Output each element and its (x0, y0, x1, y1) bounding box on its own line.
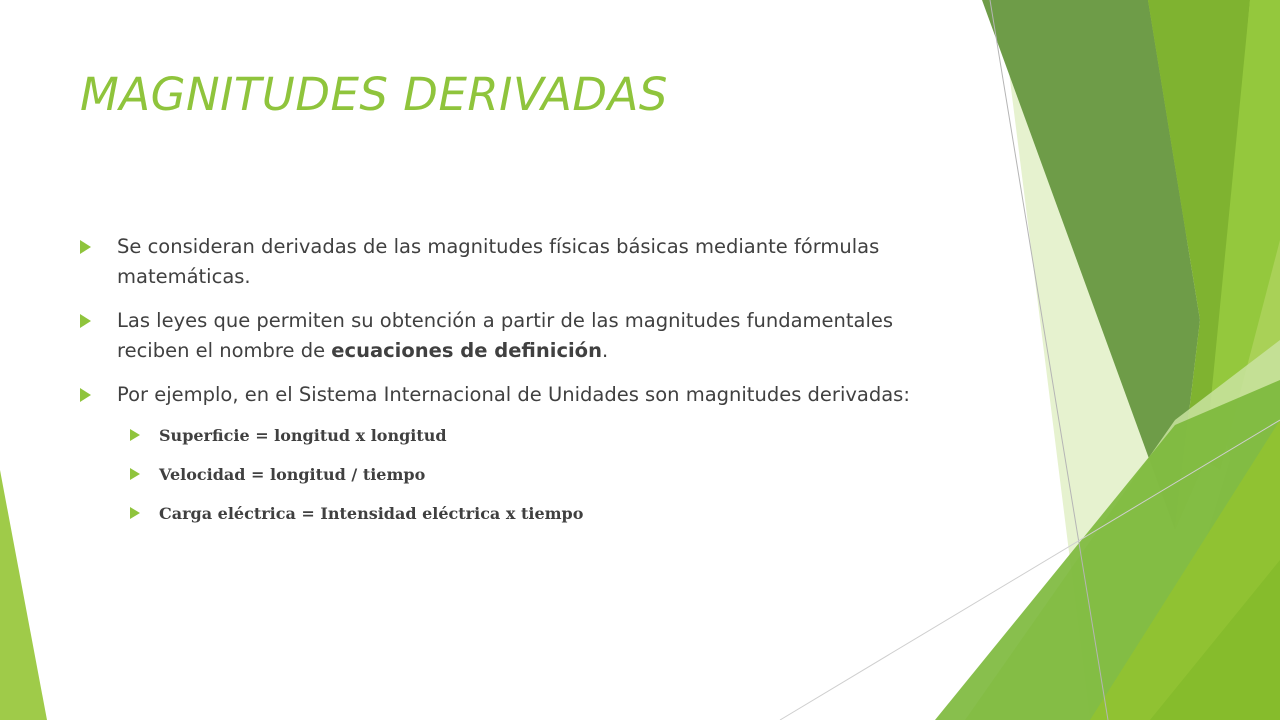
sub-bullet-item (130, 424, 960, 448)
sub-bullet-arrow-icon (130, 507, 140, 519)
bullet-arrow-icon (80, 240, 91, 254)
sub-bullet-item (130, 502, 960, 526)
bullet-emphasis: ecuaciones de definición (331, 339, 602, 362)
bullet-text-end: . (601, 339, 609, 362)
bullet-arrow-icon (80, 388, 91, 402)
left-green-wedge (0, 470, 47, 720)
sub-bullet-arrow-icon (130, 468, 140, 480)
sub-bullet-arrow-icon (130, 429, 140, 441)
sub-bullet-text: Velocidad = longitud / tiempo (159, 465, 426, 484)
bullet-text: Se consideran derivadas de las magnitudes físicas básicas mediante fórmulas matemáticas. (117, 235, 880, 288)
slide-title: MAGNITUDES DERIVADAS (80, 68, 668, 121)
bullet-item (80, 306, 960, 366)
sub-bullet-text: Superficie = longitud x longitud (159, 426, 447, 445)
bullet-text: Las leyes que permiten su obtención a partir de las magnitudes fundamentales reciben el nombre de (117, 309, 894, 362)
sub-bullet-text: Carga eléctrica = Intensidad eléctrica x tiempo (159, 504, 584, 523)
sub-bullet-list (80, 424, 960, 526)
bullet-item (80, 232, 960, 292)
bullet-item (80, 380, 960, 410)
bullet-text: Por ejemplo, en el Sistema Internacional de Unidades son magnitudes derivadas: (117, 383, 910, 406)
sub-bullet-item (130, 463, 960, 487)
slide-content (80, 232, 960, 541)
bullet-arrow-icon (80, 314, 91, 328)
